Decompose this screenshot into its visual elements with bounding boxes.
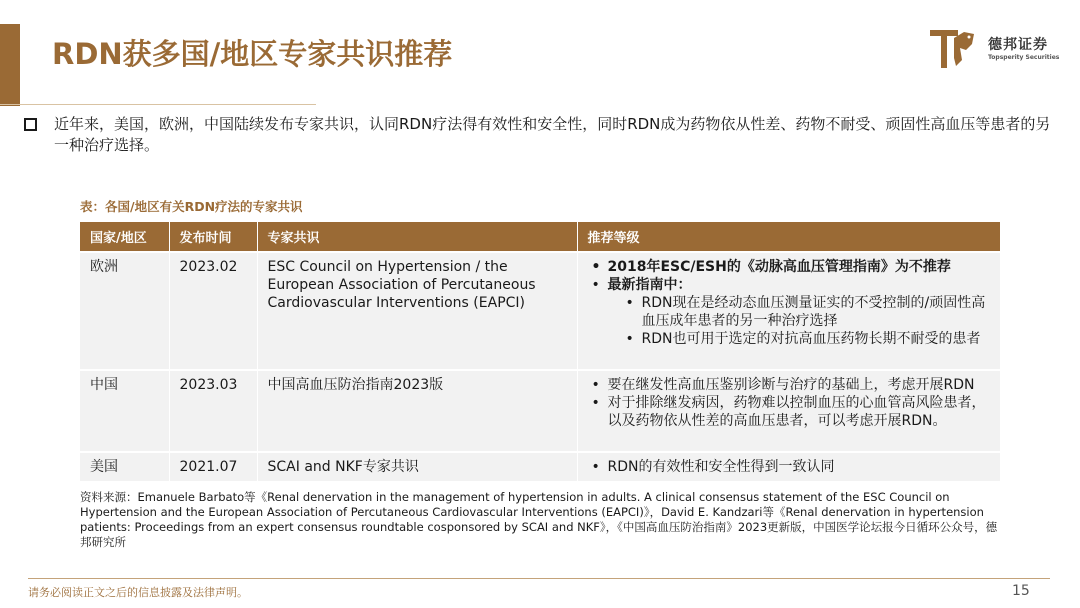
- title-accent-bar: [0, 24, 20, 106]
- header-recommendation: 推荐等级: [577, 222, 1000, 252]
- company-logo: [930, 28, 1060, 72]
- cell-recommendation: [577, 370, 1000, 452]
- cell-date: 2023.02: [169, 252, 257, 370]
- recommendation-item-label: 最新指南中：: [607, 277, 692, 293]
- header-region: 国家/地区: [80, 222, 169, 252]
- table-row: [80, 370, 1000, 452]
- cell-region: 欧洲: [80, 252, 169, 370]
- table-row: [80, 452, 1000, 481]
- cell-consensus: ESC Council on Hypertension / the European Association of Percutaneous Cardiovascular Interventions (EAPCI): [257, 252, 577, 370]
- logo-name-cn: 德邦证券: [988, 37, 1048, 53]
- cell-date: 2021.07: [169, 452, 257, 481]
- recommendation-item: [588, 276, 991, 294]
- intro-bullet: [24, 114, 1054, 156]
- cell-consensus: SCAI and NKF专家共识: [257, 452, 577, 481]
- page-title: RDN获多国/地区专家共识推荐: [52, 37, 453, 71]
- recommendation-item: • 要在继发性高血压鉴别诊断与治疗的基础上，考虑开展RDN: [588, 376, 991, 394]
- logo-name-en: Topsperity Securities: [988, 54, 1060, 61]
- recommendation-subitem: • RDN也可用于选定的对抗高血压药物长期不耐受的患者: [588, 330, 991, 348]
- cell-region: 中国: [80, 370, 169, 452]
- recommendation-item: • RDN的有效性和安全性得到一致认同: [588, 458, 991, 476]
- logo-mark-icon: [930, 28, 976, 70]
- page-number: 15: [1012, 583, 1030, 599]
- cell-date: 2023.03: [169, 370, 257, 452]
- intro-text: 近年来，美国，欧洲，中国陆续发布专家共识，认同RDN疗法得有效性和安全性，同时RDN成为药物依从性差、药物不耐受、顽固性高血压等患者的另一种治疗选择。: [54, 115, 1051, 154]
- footer-disclaimer: 请务必阅读正文之后的信息披露及法律声明。: [28, 586, 248, 599]
- source-note: 资料来源：Emanuele Barbato等《Renal denervation in the management of hypertension in adults. A clinical consensus statement of the ESC Council on Hypertension and the European Association of Percutaneous Cardiovascular Interventions (EAPCI)》，David E. Kandzari等《Renal denervation in hypertension patients: Proceedings from an expert consensus roundtable cosponsored by SCAI and NKF》，《中国高血压防治指南》2023更新版，中国医学论坛报今日循环公众号，德邦研究所: [80, 490, 998, 549]
- table-row: [80, 252, 1000, 370]
- header-date: 发布时间: [169, 222, 257, 252]
- recommendation-item: • 对于排除继发病因，药物难以控制血压的心血管高风险患者，以及药物依从性差的高血压患者，可以考虑开展RDN。: [588, 394, 991, 430]
- table-caption: 表：各国/地区有关RDN疗法的专家共识: [80, 199, 303, 214]
- recommendation-item: • 2018年ESC/ESH的《动脉高血压管理指南》为不推荐: [588, 258, 991, 276]
- footer-divider: [28, 578, 1050, 579]
- cell-recommendation: [577, 252, 1000, 370]
- header-consensus: 专家共识: [257, 222, 577, 252]
- cell-recommendation: [577, 452, 1000, 481]
- square-bullet-icon: [24, 118, 37, 131]
- consensus-table: [80, 222, 1000, 481]
- cell-region: 美国: [80, 452, 169, 481]
- table-header-row: [80, 222, 1000, 252]
- recommendation-subitem: • RDN现在是经动态血压测量证实的不受控制的/顽固性高血压成年患者的另一种治疗选择: [588, 294, 991, 330]
- cell-consensus: 中国高血压防治指南2023版: [257, 370, 577, 452]
- title-divider: [0, 104, 316, 105]
